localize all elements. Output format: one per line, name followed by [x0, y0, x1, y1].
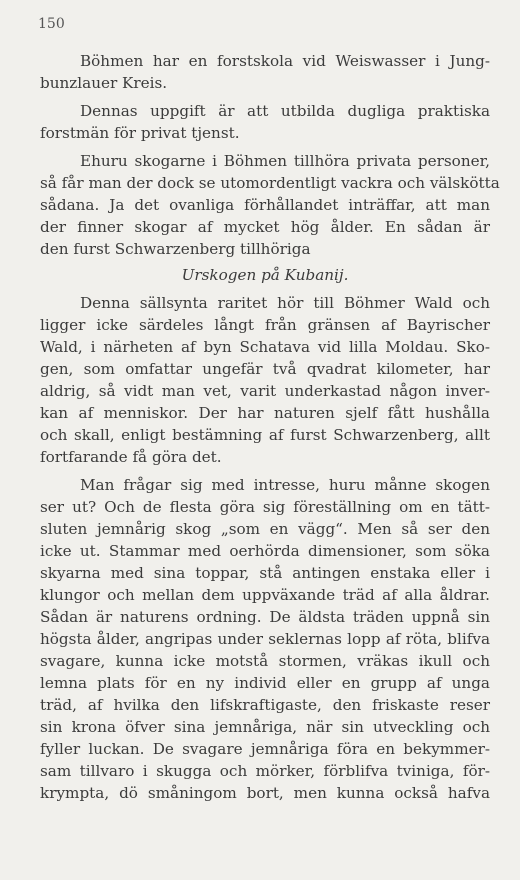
text-line: ser ut? Och de flesta göra sig föreställning om en tätt-	[40, 498, 490, 516]
page-number: 150	[38, 16, 65, 32]
text-line: sam tillvaro i skugga och mörker, förblifva tviniga, för-	[40, 762, 490, 780]
text-line: ligger icke särdeles långt från gränsen af Bayrischer	[40, 316, 490, 334]
text-line: Dennas uppgift är att utbilda dugliga praktiska	[80, 102, 490, 120]
text-line: och skall, enligt bestämning af furst Schwarzenberg, allt	[40, 426, 490, 444]
text-line: högsta ålder, angripas under seklernas lopp af röta, blifva	[40, 630, 490, 648]
text-line: svagare, kunna icke motstå stormen, vräkas ikull och	[40, 652, 490, 670]
text-line: lemna plats för en ny individ eller en grupp af unga	[40, 674, 490, 692]
text-line: krympta, dö småningom bort, men kunna också hafva	[40, 784, 490, 802]
text-line: Man frågar sig med intresse, huru månne skogen	[80, 476, 490, 494]
text-line: den furst Schwarzenberg tillhöriga	[40, 240, 311, 258]
text-line: fyller luckan. De svagare jemnåriga föra en bekymmer-	[40, 740, 490, 758]
text-line: forstmän för privat tjenst.	[40, 124, 240, 142]
text-line: sluten jemnårig skog „som en vägg“. Men så ser den	[40, 520, 490, 538]
text-line: kan af menniskor. Der har naturen sjelf fått hushålla	[40, 404, 490, 422]
text-line: Böhmen har en forstskola vid Weiswasser i Jung-	[80, 52, 490, 70]
text-line: icke ut. Stammar med oerhörda dimensioner, som söka	[40, 542, 490, 560]
text-line: fortfarande få göra det.	[40, 448, 222, 466]
text-line: der finner skogar af mycket hög ålder. En sådan är	[40, 218, 490, 236]
text-line: så får man der dock se utomordentligt vackra och välskötta	[40, 174, 500, 192]
text-line: klungor och mellan dem uppväxande träd af alla åldrar.	[40, 586, 490, 604]
text-line: sådana. Ja det ovanliga förhållandet inträffar, att man	[40, 196, 490, 214]
text-line: Wald, i närheten af byn Schatava vid lilla Moldau. Sko-	[40, 338, 490, 356]
text-line: bunzlauer Kreis.	[40, 74, 168, 92]
text-line: skyarna med sina toppar, stå antingen enstaka eller i	[40, 564, 490, 582]
text-line: Sådan är naturens ordning. De äldsta träden uppnå sin	[40, 608, 490, 626]
text-line: gen, som omfattar ungefär två qvadrat kilometer, har	[40, 360, 490, 378]
text-line: träd, af hvilka den lifskraftigaste, den friskaste reser	[40, 696, 490, 714]
text-line: Ehuru skogarne i Böhmen tillhöra privata personer,	[80, 152, 490, 170]
section-heading: Urskogen på Kubanij.	[181, 266, 349, 284]
text-line: Denna sällsynta raritet hör till Böhmer Wald och	[80, 294, 490, 312]
text-line: sin krona öfver sina jemnåriga, när sin utveckling och	[40, 718, 490, 736]
text-line: aldrig, så vidt man vet, varit underkastad någon inver-	[40, 382, 490, 400]
